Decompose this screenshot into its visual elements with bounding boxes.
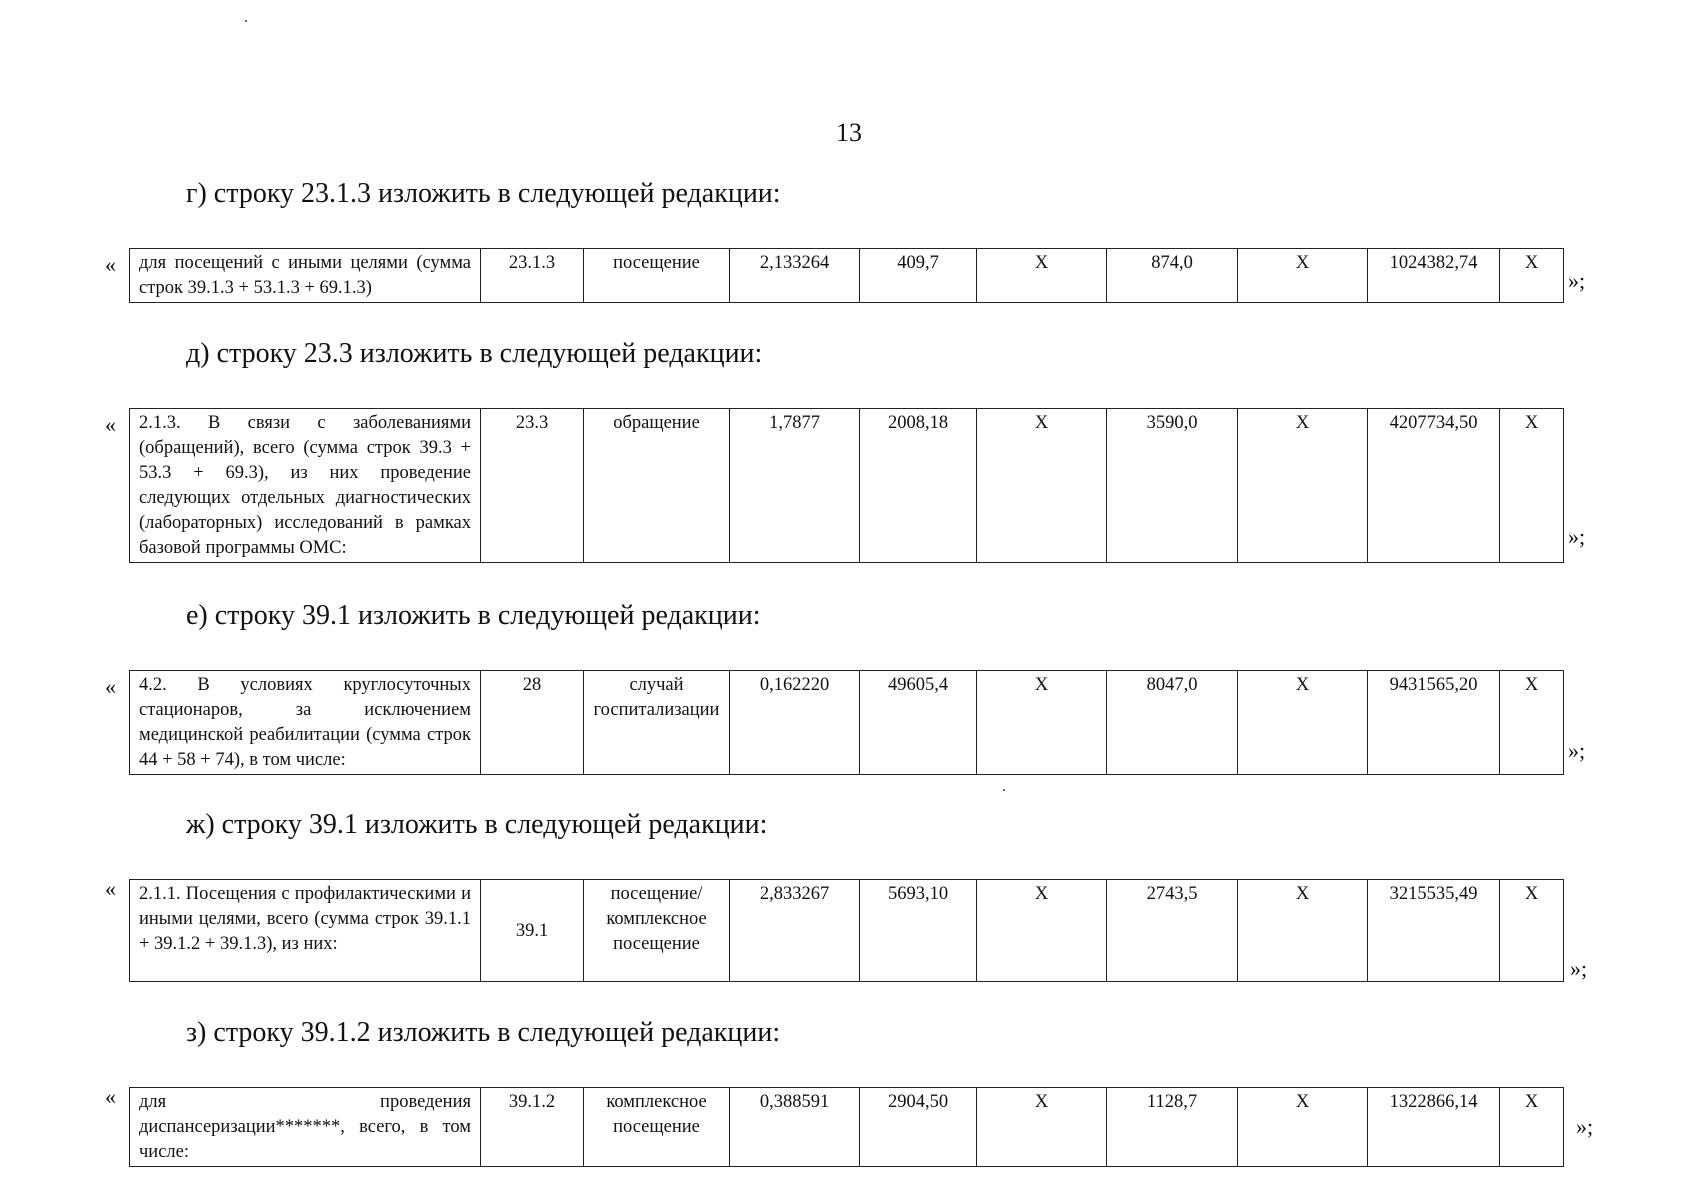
cell-value: 1128,7	[1107, 1088, 1238, 1167]
cell-value: X	[977, 880, 1107, 982]
cell-value: 2743,5	[1107, 880, 1238, 982]
cell-value: 8047,0	[1107, 671, 1238, 775]
section-heading-g: г) строку 23.1.3 изложить в следующей редакции:	[186, 178, 781, 209]
cell-value: X	[1500, 249, 1564, 303]
page-number: 13	[836, 118, 862, 147]
closing-quote: »;	[1568, 268, 1586, 293]
table-row	[130, 671, 1564, 775]
cell-value: 874,0	[1107, 249, 1238, 303]
cell-value: X	[1500, 1088, 1564, 1167]
row-table-39-1-b	[129, 879, 1564, 982]
cell-value: 2,833267	[730, 880, 860, 982]
cell-value: X	[1238, 1088, 1368, 1167]
section-heading-z: з) строку 39.1.2 изложить в следующей редакции:	[186, 1017, 781, 1048]
cell-name: для проведения диспансеризации*******, всего, в том числе:	[130, 1088, 481, 1167]
cell-unit: посещение/ комплексное посещение	[584, 880, 730, 982]
cell-unit: посещение	[584, 249, 730, 303]
cell-value: 1,7877	[730, 409, 860, 563]
scan-speck	[245, 20, 247, 22]
opening-quote: «	[105, 674, 116, 699]
cell-value: 0,388591	[730, 1088, 860, 1167]
cell-value: 49605,4	[860, 671, 977, 775]
cell-value: 409,7	[860, 249, 977, 303]
row-table-39-1	[129, 670, 1564, 775]
cell-value: 9431565,20	[1368, 671, 1500, 775]
cell-value: 4207734,50	[1368, 409, 1500, 563]
cell-value: 2008,18	[860, 409, 977, 563]
scan-speck	[1003, 789, 1005, 791]
table-row	[130, 880, 1564, 982]
cell-name: 2.1.3. В связи с заболеваниями (обращений), всего (сумма строк 39.3 + 53.3 + 69.3), из них проведение следующих отдельных диагностических (лабораторных) исследований в рамках базовой программы ОМС:	[130, 409, 481, 563]
cell-name: 2.1.1. Посещения с профилактическими и иными целями, всего (сумма строк 39.1.1 + 39.1.2 + 39.1.3), из них:	[130, 880, 481, 982]
opening-quote: «	[105, 1084, 116, 1109]
cell-value: X	[977, 671, 1107, 775]
table-row	[130, 409, 1564, 563]
closing-quote: »;	[1568, 524, 1586, 549]
section-heading-e: е) строку 39.1 изложить в следующей редакции:	[186, 600, 761, 631]
row-table-23-1-3	[129, 248, 1564, 303]
cell-unit: случай госпитализации	[584, 671, 730, 775]
cell-code: 39.1.2	[481, 1088, 584, 1167]
cell-value: X	[1238, 409, 1368, 563]
cell-value: X	[1238, 880, 1368, 982]
cell-value: X	[977, 409, 1107, 563]
section-heading-zh: ж) строку 39.1 изложить в следующей редакции:	[186, 809, 768, 840]
cell-value: X	[1500, 409, 1564, 563]
cell-value: 1322866,14	[1368, 1088, 1500, 1167]
table-row	[130, 249, 1564, 303]
cell-value: 3215535,49	[1368, 880, 1500, 982]
cell-value: X	[1238, 249, 1368, 303]
opening-quote: «	[105, 252, 116, 277]
closing-quote: »;	[1576, 1114, 1594, 1139]
opening-quote: «	[105, 876, 116, 901]
cell-code: 28	[481, 671, 584, 775]
row-table-39-1-2	[129, 1087, 1564, 1167]
cell-code: 39.1	[481, 880, 584, 982]
cell-value: 5693,10	[860, 880, 977, 982]
closing-quote: »;	[1568, 738, 1586, 763]
cell-name: для посещений с иными целями (сумма строк 39.1.3 + 53.1.3 + 69.1.3)	[130, 249, 481, 303]
cell-unit: комплексное посещение	[584, 1088, 730, 1167]
opening-quote: «	[105, 412, 116, 437]
cell-value: X	[1500, 880, 1564, 982]
cell-value: X	[1500, 671, 1564, 775]
cell-value: 3590,0	[1107, 409, 1238, 563]
cell-code: 23.1.3	[481, 249, 584, 303]
cell-value: X	[1238, 671, 1368, 775]
cell-value: 0,162220	[730, 671, 860, 775]
row-table-23-3	[129, 408, 1564, 563]
cell-unit: обращение	[584, 409, 730, 563]
table-row	[130, 1088, 1564, 1167]
closing-quote: »;	[1570, 956, 1588, 981]
cell-code: 23.3	[481, 409, 584, 563]
cell-value: X	[977, 1088, 1107, 1167]
cell-name: 4.2. В условиях круглосуточных стационаров, за исключением медицинской реабилитации (сумма строк 44 + 58 + 74), в том числе:	[130, 671, 481, 775]
cell-value: 1024382,74	[1368, 249, 1500, 303]
cell-value: 2,133264	[730, 249, 860, 303]
cell-value: X	[977, 249, 1107, 303]
cell-value: 2904,50	[860, 1088, 977, 1167]
section-heading-d: д) строку 23.3 изложить в следующей редакции:	[186, 338, 763, 369]
